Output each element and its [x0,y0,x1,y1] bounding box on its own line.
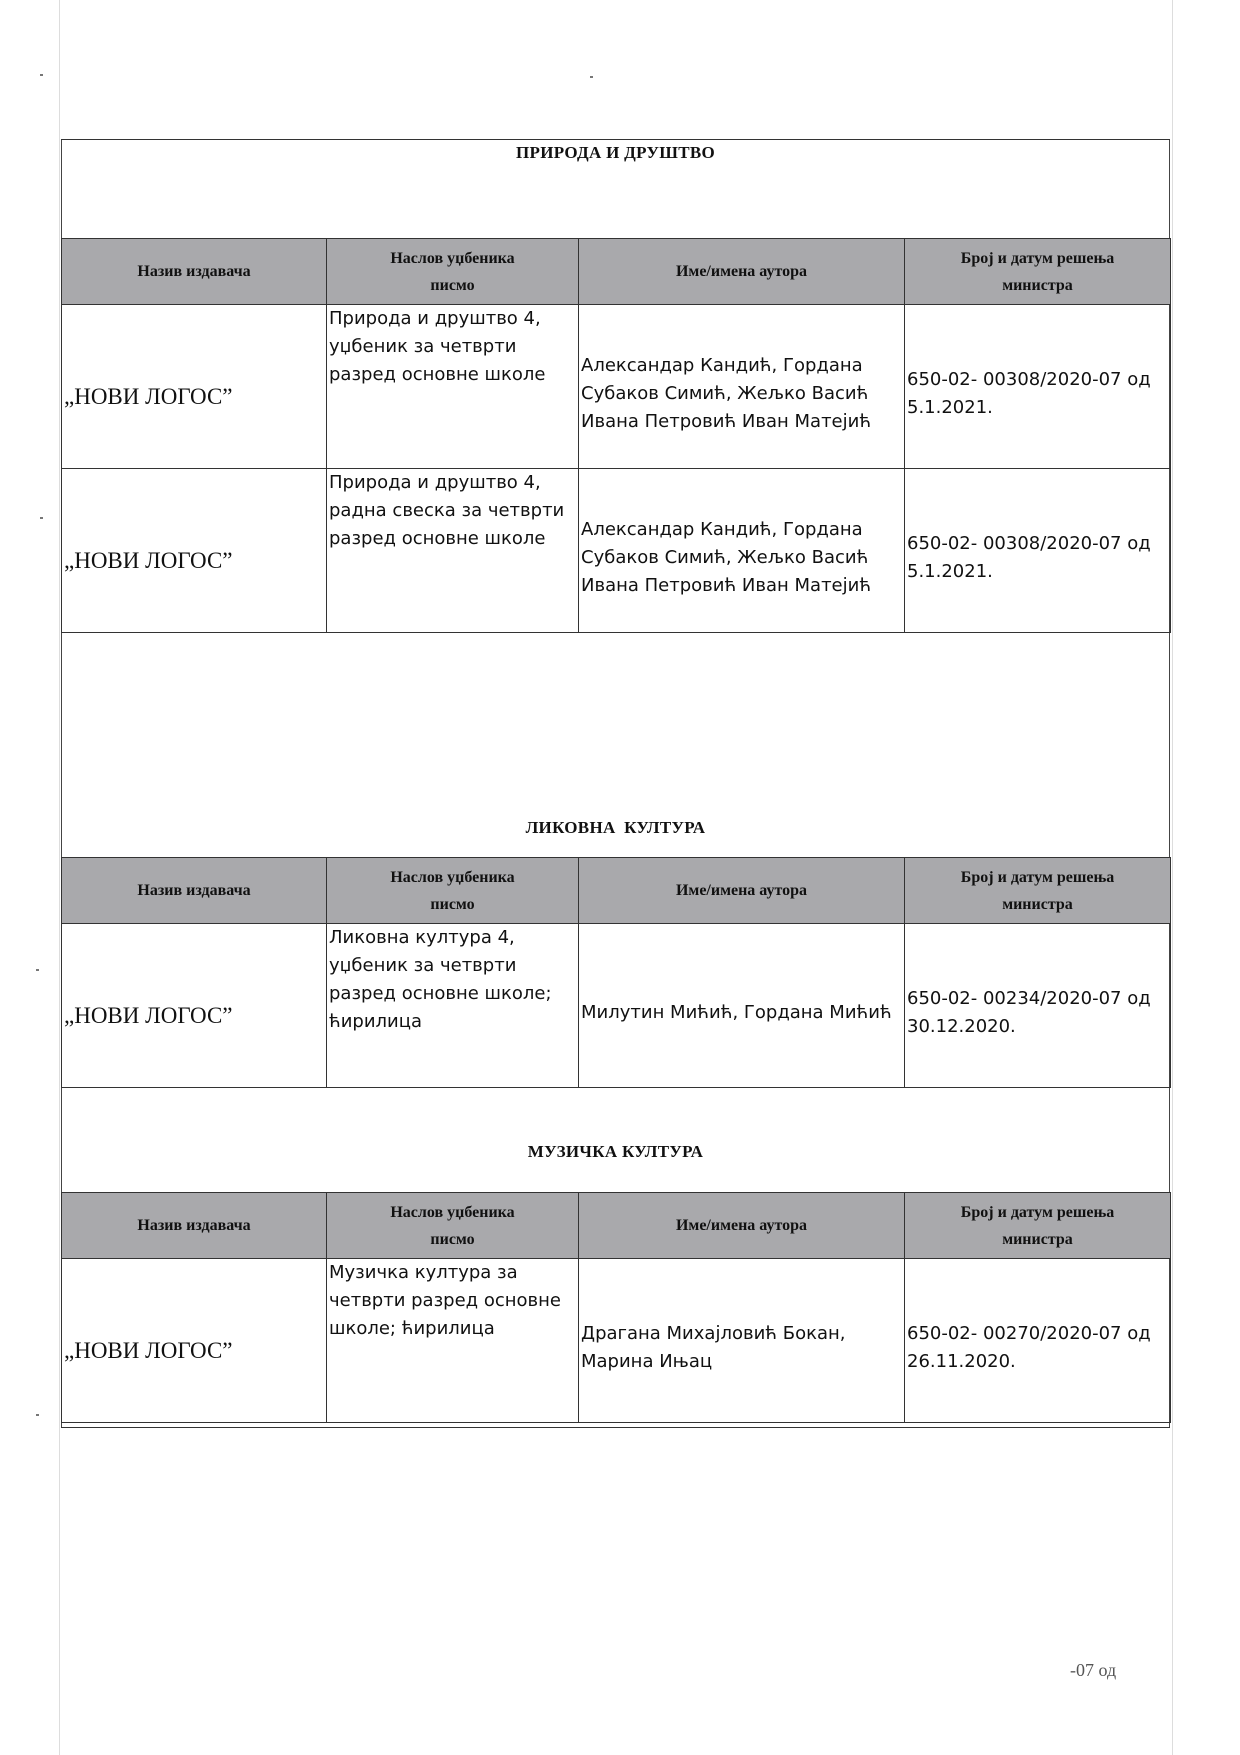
header-publisher: Назив издавача [62,239,327,305]
frame-top-border [61,139,1170,140]
title-cell: Природа и друштво 4, уџбеник за четврти разред основне школе [327,305,579,469]
title-cell: Природа и друштво 4, радна свеска за четврти разред основне школе [327,469,579,633]
frame-bottom-border [61,1427,1170,1428]
title-cell: Ликовна култура 4, уџбеник за четврти разред основне школе; ћирилица [327,924,579,1088]
authors-cell: Милутин Мићић, Гордана Мићић [579,924,905,1088]
header-title: Наслов уџбеника писмо [327,1193,579,1259]
table-header-row [62,858,1171,924]
title-cell: Музичка култура за четврти разред основне школе; ћирилица [327,1259,579,1423]
table-row [62,1259,1171,1423]
header-authors: Име/имена аутора [579,858,905,924]
section-title-priroda: ПРИРОДА И ДРУШТВО [516,143,715,162]
header-title: Наслов уџбеника писмо [327,858,579,924]
publisher-cell: „НОВИ ЛОГОС” [62,924,327,1088]
header-authors: Име/имена аутора [579,1193,905,1259]
decision-cell: 650-02- 00270/2020-07 од 26.11.2020. [905,1259,1171,1423]
header-publisher: Назив издавача [62,858,327,924]
scan-speck [40,517,43,519]
header-publisher: Назив издавача [62,1193,327,1259]
publisher-cell: „НОВИ ЛОГОС” [62,305,327,469]
scan-speck [36,969,39,971]
authors-cell: Драгана Михајловић Бокан, Марина Ињац [579,1259,905,1423]
scan-edge-left [59,0,60,1755]
header-decision: Број и датум решења министра [905,858,1171,924]
decision-cell: 650-02- 00308/2020-07 од 5.1.2021. [905,469,1171,633]
decision-cell: 650-02- 00234/2020-07 од 30.12.2020. [905,924,1171,1088]
section-title-likovna: ЛИКОВНА КУЛТУРА [525,818,706,837]
footer-fragment: -07 од [1070,1660,1117,1680]
header-decision: Број и датум решења министра [905,1193,1171,1259]
scan-speck [40,74,43,76]
section-title-muzicka: МУЗИЧКА КУЛТУРА [527,1142,704,1161]
publisher-cell: „НОВИ ЛОГОС” [62,1259,327,1423]
header-decision: Број и датум решења министра [905,239,1171,305]
decision-cell: 650-02- 00308/2020-07 од 5.1.2021. [905,305,1171,469]
table-muzicka [61,1192,1171,1423]
table-header-row [62,239,1171,305]
publisher-cell: „НОВИ ЛОГОС” [62,469,327,633]
table-header-row [62,1193,1171,1259]
table-row [62,469,1171,633]
table-likovna [61,857,1171,1088]
authors-cell: Александар Кандић, Гордана Субаков Симић, Жељко Васић Ивана Петровић Иван Матејић [579,469,905,633]
table-priroda [61,238,1171,633]
table-row [62,305,1171,469]
authors-cell: Александар Кандић, Гордана Субаков Симић, Жељко Васић Ивана Петровић Иван Матејић [579,305,905,469]
header-authors: Име/имена аутора [579,239,905,305]
table-row [62,924,1171,1088]
scan-edge-right [1172,0,1173,1755]
header-title: Наслов уџбеника писмо [327,239,579,305]
scan-speck [590,76,593,78]
scan-speck [36,1414,39,1416]
